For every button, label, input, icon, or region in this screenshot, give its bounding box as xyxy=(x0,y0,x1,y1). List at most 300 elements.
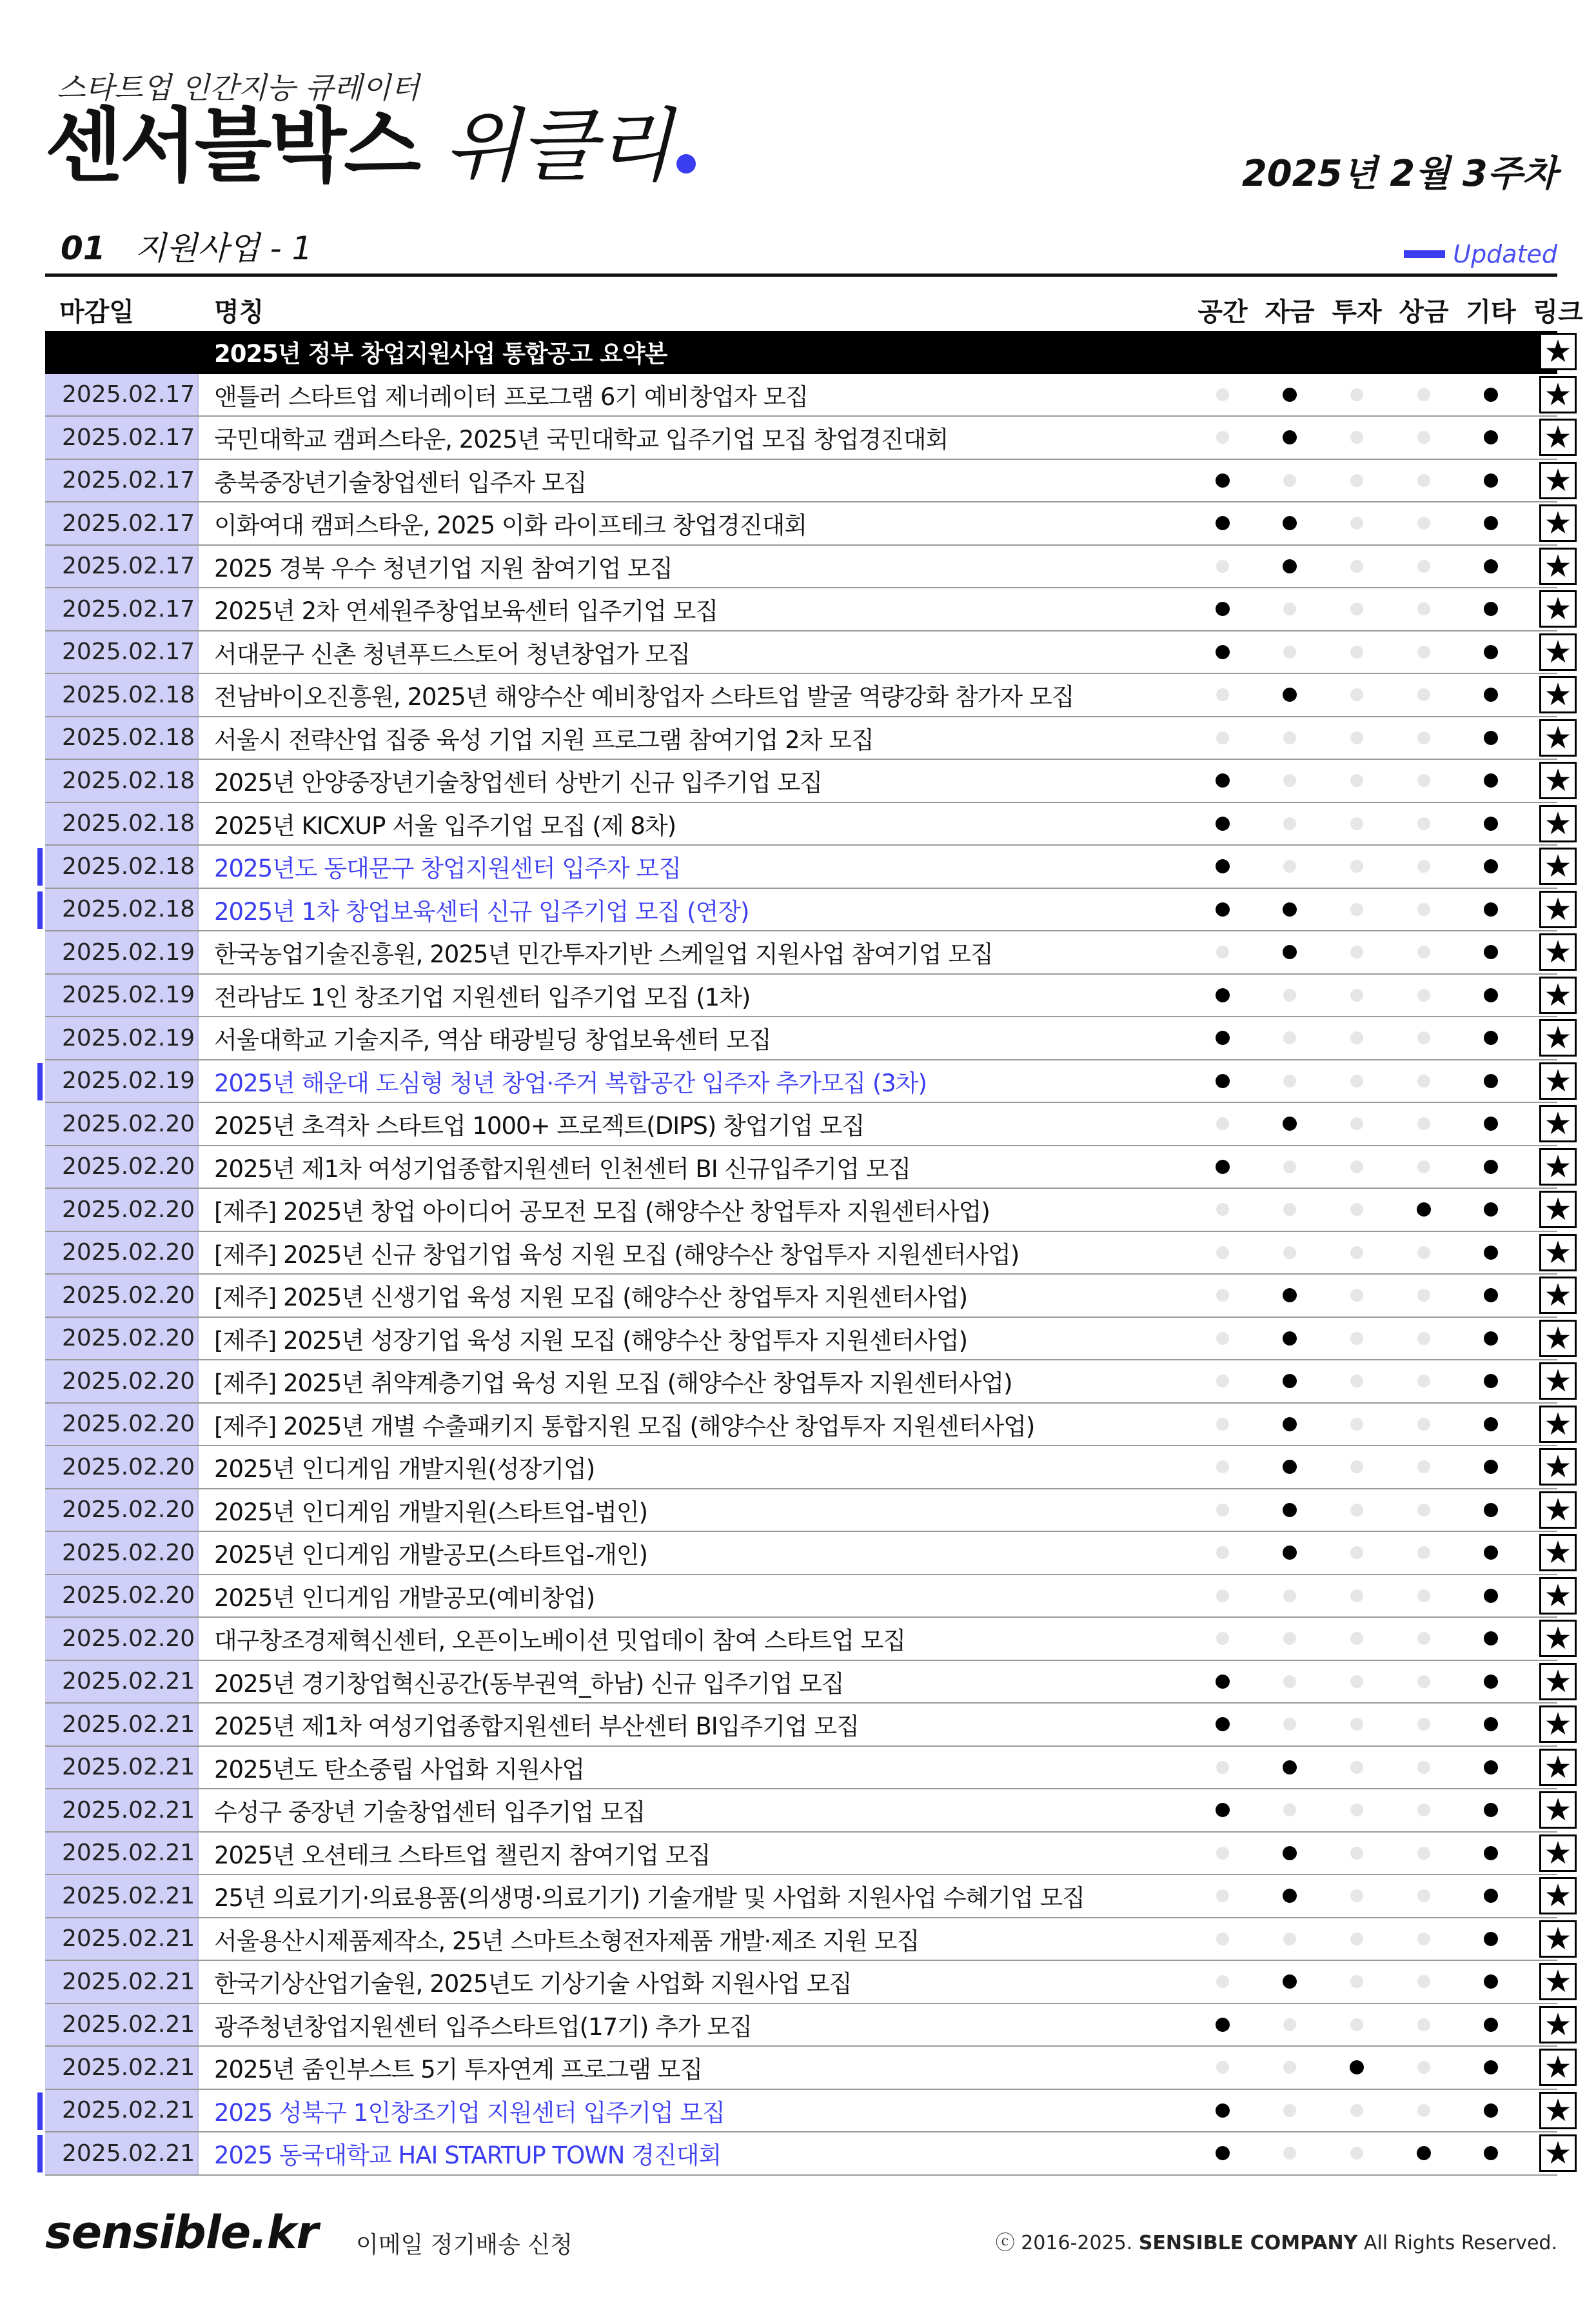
col-link: 링크 xyxy=(1533,297,1583,327)
flag-fund xyxy=(1256,1275,1323,1317)
empty-dot-icon xyxy=(1417,602,1430,615)
flag-award xyxy=(1390,2047,1457,2089)
star-icon[interactable]: ★ xyxy=(1539,891,1577,928)
table-row xyxy=(45,1318,1572,1361)
star-icon[interactable]: ★ xyxy=(1539,977,1577,1014)
star-icon[interactable]: ★ xyxy=(1539,1320,1577,1357)
program-name: [제주] 2025년 신규 창업기업 육성 지원 모집 (해양수산 창업투자 지원센터사업) xyxy=(214,1240,1020,1269)
filled-dot-icon xyxy=(1484,1417,1498,1431)
star-icon[interactable]: ★ xyxy=(1539,1791,1577,1829)
filled-dot-icon xyxy=(1484,1160,1498,1174)
star-icon[interactable]: ★ xyxy=(1539,2049,1577,2086)
table-row xyxy=(45,1532,1572,1575)
star-icon[interactable]: ★ xyxy=(1539,1191,1577,1228)
filled-dot-icon xyxy=(1216,1074,1230,1088)
flag-space xyxy=(1189,588,1256,630)
flag-etc xyxy=(1457,1232,1524,1274)
flag-invest xyxy=(1323,931,1390,973)
empty-dot-icon xyxy=(1350,1632,1363,1645)
col-deadline: 마감일 xyxy=(59,297,134,327)
program-name: [제주] 2025년 창업 아이디어 공모전 모집 (해양수산 창업투자 지원센터사업) xyxy=(214,1198,990,1226)
flag-etc xyxy=(1457,1404,1524,1446)
empty-dot-icon xyxy=(1417,431,1430,444)
filled-dot-icon xyxy=(1484,1631,1498,1645)
star-icon[interactable]: ★ xyxy=(1539,2006,1577,2043)
program-name: 2025 경북 우수 청년기업 지원 참여기업 모집 xyxy=(214,554,673,582)
flag-invest xyxy=(1323,760,1390,802)
flag-space xyxy=(1189,1318,1256,1360)
deadline-cell: 2025.02.18 xyxy=(45,889,199,931)
program-name: 2025년 제1차 여성기업종합지원센터 인천센터 BI 신규입주기업 모집 xyxy=(214,1155,911,1183)
updated-label: Updated xyxy=(1453,240,1557,268)
flag-fund xyxy=(1256,2090,1323,2132)
flag-etc xyxy=(1457,1833,1524,1874)
flag-invest xyxy=(1323,1532,1390,1574)
filled-dot-icon xyxy=(1484,688,1498,702)
deadline-cell: 2025.02.20 xyxy=(45,1103,199,1145)
empty-dot-icon xyxy=(1350,989,1363,1002)
empty-dot-icon xyxy=(1350,1075,1363,1088)
flag-fund xyxy=(1256,1789,1323,1831)
empty-dot-icon xyxy=(1350,1546,1363,1559)
flag-etc xyxy=(1457,889,1524,931)
empty-dot-icon xyxy=(1216,1289,1229,1302)
deadline-cell xyxy=(45,331,199,373)
empty-dot-icon xyxy=(1417,1418,1430,1431)
flag-space xyxy=(1189,1189,1256,1231)
program-name: 서울대학교 기술지주, 역삼 태광빌딩 창업보육센터 모집 xyxy=(214,1026,771,1055)
flag-award xyxy=(1390,889,1457,931)
filled-dot-icon xyxy=(1216,516,1230,530)
table-row xyxy=(45,846,1572,889)
empty-dot-icon xyxy=(1350,1933,1363,1945)
filled-dot-icon xyxy=(1283,1374,1297,1388)
empty-dot-icon xyxy=(1350,388,1363,401)
flag-space xyxy=(1189,760,1256,802)
flag-award xyxy=(1390,588,1457,630)
deadline-cell: 2025.02.20 xyxy=(45,1189,199,1231)
flag-award xyxy=(1390,803,1457,845)
empty-dot-icon xyxy=(1283,602,1296,615)
flag-etc xyxy=(1457,1318,1524,1360)
empty-dot-icon xyxy=(1216,1332,1229,1345)
flag-space xyxy=(1189,1747,1256,1789)
deadline-cell: 2025.02.21 xyxy=(45,1918,199,1960)
star-icon[interactable]: ★ xyxy=(1539,1148,1577,1186)
flag-fund xyxy=(1256,1318,1323,1360)
star-icon[interactable]: ★ xyxy=(1539,1920,1577,1958)
flag-space xyxy=(1189,1360,1256,1402)
table-row xyxy=(45,502,1572,546)
deadline-cell: 2025.02.18 xyxy=(45,846,199,888)
flag-award xyxy=(1390,1575,1457,1617)
filled-dot-icon xyxy=(1484,2146,1498,2160)
star-icon[interactable]: ★ xyxy=(1539,1834,1577,1872)
empty-dot-icon xyxy=(1350,817,1363,830)
table-row xyxy=(45,374,1572,417)
star-icon[interactable]: ★ xyxy=(1539,590,1577,628)
flag-award xyxy=(1390,760,1457,802)
star-icon[interactable]: ★ xyxy=(1539,805,1577,842)
copyright-rights: All Rights Reserved. xyxy=(1363,2232,1557,2254)
filled-dot-icon xyxy=(1283,559,1297,573)
program-name: [제주] 2025년 개별 수출패키지 통합지원 모집 (해양수산 창업투자 지원센터사업) xyxy=(214,1412,1035,1440)
star-icon[interactable]: ★ xyxy=(1539,848,1577,885)
filled-dot-icon xyxy=(1216,817,1230,831)
star-icon[interactable]: ★ xyxy=(1539,1749,1577,1786)
empty-dot-icon xyxy=(1417,1117,1430,1130)
flag-award xyxy=(1390,502,1457,544)
empty-dot-icon xyxy=(1417,1761,1430,1774)
col-etc: 기타 xyxy=(1466,297,1516,327)
table-row xyxy=(45,1017,1572,1060)
empty-dot-icon xyxy=(1216,1847,1229,1860)
flag-invest xyxy=(1323,1833,1390,1874)
program-name: 전남바이오진흥원, 2025년 해양수산 예비창업자 스타트업 발굴 역량강화 참가자 모집 xyxy=(214,683,1074,711)
flag-etc xyxy=(1457,1489,1524,1531)
empty-dot-icon xyxy=(1216,731,1229,744)
empty-dot-icon xyxy=(1216,431,1229,444)
flag-etc xyxy=(1457,803,1524,845)
star-icon[interactable]: ★ xyxy=(1539,504,1577,542)
star-icon[interactable]: ★ xyxy=(1539,1663,1577,1700)
deadline-cell: 2025.02.21 xyxy=(45,2090,199,2132)
filled-dot-icon xyxy=(1283,1974,1297,1989)
updated-bar-icon xyxy=(1404,250,1445,258)
filled-dot-icon xyxy=(1484,1503,1498,1517)
program-name: 2025년 KICXUP 서울 입주기업 모집 (제 8차) xyxy=(214,811,676,840)
deadline-cell: 2025.02.20 xyxy=(45,1532,199,1574)
filled-dot-icon xyxy=(1283,688,1297,702)
star-icon[interactable]: ★ xyxy=(1539,1362,1577,1400)
empty-dot-icon xyxy=(1417,688,1430,701)
star-icon[interactable]: ★ xyxy=(1539,2134,1577,2172)
program-name: 2025 성북구 1인창조기업 지원센터 입주기업 모집 xyxy=(214,2098,725,2127)
empty-dot-icon xyxy=(1350,1289,1363,1302)
flag-fund xyxy=(1256,889,1323,931)
col-award: 상금 xyxy=(1399,297,1449,327)
table-row xyxy=(45,1489,1572,1533)
table-row xyxy=(45,1961,1572,2004)
empty-dot-icon xyxy=(1350,1203,1363,1216)
table-row xyxy=(45,760,1572,803)
star-icon[interactable]: ★ xyxy=(1539,1234,1577,1271)
star-icon[interactable]: ★ xyxy=(1539,633,1577,671)
flag-fund xyxy=(1256,631,1323,673)
star-icon[interactable]: ★ xyxy=(1539,1062,1577,1100)
program-name: 충북중장년기술창업센터 입주자 모집 xyxy=(214,468,587,497)
flag-award xyxy=(1390,1489,1457,1531)
flag-fund xyxy=(1256,1060,1323,1102)
site-link[interactable]: sensible.kr xyxy=(45,2206,318,2259)
flag-award xyxy=(1390,1875,1457,1917)
deadline-cell: 2025.02.21 xyxy=(45,2004,199,2046)
table-row xyxy=(45,1146,1572,1189)
flag-invest xyxy=(1323,975,1390,1017)
filled-dot-icon xyxy=(1283,1417,1297,1431)
empty-dot-icon xyxy=(1216,688,1229,701)
star-icon[interactable]: ★ xyxy=(1539,1963,1577,2000)
flag-award xyxy=(1390,1360,1457,1402)
empty-dot-icon xyxy=(1417,2061,1430,2074)
deadline-cell: 2025.02.19 xyxy=(45,1017,199,1059)
empty-dot-icon xyxy=(1216,388,1229,401)
brand-bold: 센서블박스 xyxy=(45,100,419,193)
flag-etc xyxy=(1457,2047,1524,2089)
flag-etc xyxy=(1457,1060,1524,1102)
flag-space xyxy=(1189,546,1256,588)
program-name: 2025년 인디게임 개발지원(스타트업-법인) xyxy=(214,1498,648,1526)
filled-dot-icon xyxy=(1283,1288,1297,1302)
deadline-cell: 2025.02.17 xyxy=(45,417,199,459)
subscribe-link[interactable]: 이메일 정기배송 신청 xyxy=(356,2232,573,2258)
deadline-cell: 2025.02.19 xyxy=(45,975,199,1017)
deadline-cell: 2025.02.17 xyxy=(45,502,199,544)
star-icon[interactable]: ★ xyxy=(1539,1877,1577,1914)
flag-invest xyxy=(1323,1704,1390,1745)
flag-fund xyxy=(1256,1532,1323,1574)
empty-dot-icon xyxy=(1350,2147,1363,2160)
flag-invest xyxy=(1323,1017,1390,1059)
empty-dot-icon xyxy=(1216,1504,1229,1516)
flag-invest xyxy=(1323,1232,1390,1274)
flag-space xyxy=(1189,846,1256,888)
filled-dot-icon xyxy=(1484,1675,1498,1689)
empty-dot-icon xyxy=(1283,1675,1296,1688)
empty-dot-icon xyxy=(1283,474,1296,487)
program-name: 2025년 안양중장년기술창업센터 상반기 신규 입주기업 모집 xyxy=(214,769,823,797)
brand-light: 위클리 xyxy=(444,100,672,193)
star-icon[interactable]: ★ xyxy=(1539,1448,1577,1486)
empty-dot-icon xyxy=(1417,388,1430,401)
filled-dot-icon xyxy=(1484,1803,1498,1817)
flag-award xyxy=(1390,846,1457,888)
filled-dot-icon xyxy=(1484,1031,1498,1045)
empty-dot-icon xyxy=(1283,989,1296,1002)
empty-dot-icon xyxy=(1417,774,1430,787)
filled-dot-icon xyxy=(1484,1374,1498,1388)
flag-award xyxy=(1390,674,1457,716)
flag-invest xyxy=(1323,1146,1390,1188)
flag-fund xyxy=(1256,502,1323,544)
updated-marker-icon xyxy=(37,2135,43,2172)
star-icon[interactable]: ★ xyxy=(1539,1705,1577,1743)
star-icon[interactable]: ★ xyxy=(1539,719,1577,757)
flag-space xyxy=(1189,631,1256,673)
empty-dot-icon xyxy=(1417,817,1430,830)
table-row xyxy=(45,1404,1572,1447)
flag-fund xyxy=(1256,674,1323,716)
flag-etc xyxy=(1457,1789,1524,1831)
filled-dot-icon xyxy=(1283,516,1297,530)
table-row xyxy=(45,1360,1572,1404)
flag-etc xyxy=(1457,1918,1524,1960)
star-icon[interactable]: ★ xyxy=(1539,1105,1577,1142)
flag-space xyxy=(1189,1961,1256,2003)
flag-award xyxy=(1390,717,1457,759)
flag-space xyxy=(1189,417,1256,459)
empty-dot-icon xyxy=(1350,903,1363,916)
deadline-cell: 2025.02.20 xyxy=(45,1489,199,1531)
empty-dot-icon xyxy=(1216,1246,1229,1259)
empty-dot-icon xyxy=(1350,1889,1363,1902)
updated-marker-icon xyxy=(37,2092,43,2130)
flag-space xyxy=(1189,1446,1256,1488)
program-name: [제주] 2025년 신생기업 육성 지원 모집 (해양수산 창업투자 지원센터사업) xyxy=(214,1284,968,1312)
flag-invest xyxy=(1323,803,1390,845)
flag-invest xyxy=(1323,1961,1390,2003)
flag-space xyxy=(1189,2004,1256,2046)
deadline-cell: 2025.02.17 xyxy=(45,546,199,588)
flag-fund xyxy=(1256,1446,1323,1488)
flag-award xyxy=(1390,1747,1457,1789)
flag-space xyxy=(1189,931,1256,973)
flag-invest xyxy=(1323,2132,1390,2174)
star-icon[interactable]: ★ xyxy=(1539,419,1577,456)
flag-space xyxy=(1189,889,1256,931)
filled-dot-icon xyxy=(1484,388,1498,402)
filled-dot-icon xyxy=(1484,1331,1498,1346)
updated-marker-icon xyxy=(37,891,43,929)
program-name: 2025 동국대학교 HAI STARTUP TOWN 경진대회 xyxy=(214,2142,722,2170)
star-icon[interactable]: ★ xyxy=(1539,333,1577,370)
flag-etc xyxy=(1457,1961,1524,2003)
filled-dot-icon xyxy=(1484,817,1498,831)
empty-dot-icon xyxy=(1283,1075,1296,1088)
filled-dot-icon xyxy=(1484,602,1498,616)
flag-space xyxy=(1189,1404,1256,1446)
star-icon[interactable]: ★ xyxy=(1539,548,1577,585)
flag-award xyxy=(1390,1918,1457,1960)
filled-dot-icon xyxy=(1283,430,1297,444)
flag-fund xyxy=(1256,1618,1323,1660)
star-icon[interactable]: ★ xyxy=(1539,1491,1577,1529)
empty-dot-icon xyxy=(1417,1975,1430,1988)
star-icon[interactable]: ★ xyxy=(1539,762,1577,799)
filled-dot-icon xyxy=(1484,1117,1498,1131)
star-icon[interactable]: ★ xyxy=(1539,1019,1577,1057)
flag-etc xyxy=(1457,1618,1524,1660)
empty-dot-icon xyxy=(1283,1804,1296,1816)
star-icon[interactable]: ★ xyxy=(1539,462,1577,499)
flag-fund xyxy=(1256,417,1323,459)
flag-etc xyxy=(1457,588,1524,630)
deadline-cell: 2025.02.20 xyxy=(45,1275,199,1317)
flag-invest xyxy=(1323,1060,1390,1102)
deadline-cell: 2025.02.21 xyxy=(45,2047,199,2089)
flag-award xyxy=(1390,2090,1457,2132)
empty-dot-icon xyxy=(1350,602,1363,615)
flag-fund xyxy=(1256,588,1323,630)
deadline-cell: 2025.02.20 xyxy=(45,1146,199,1188)
flag-space xyxy=(1189,1489,1256,1531)
flag-etc xyxy=(1457,717,1524,759)
star-icon[interactable]: ★ xyxy=(1539,1277,1577,1314)
flag-award xyxy=(1390,417,1457,459)
program-name: 서울시 전략산업 집중 육성 기업 지원 프로그램 참여기업 2차 모집 xyxy=(214,726,874,754)
deadline-cell: 2025.02.21 xyxy=(45,1704,199,1745)
empty-dot-icon xyxy=(1216,2061,1229,2074)
star-icon[interactable]: ★ xyxy=(1539,1620,1577,1657)
filled-dot-icon xyxy=(1484,645,1498,659)
flag-etc xyxy=(1457,1875,1524,1917)
empty-dot-icon xyxy=(1350,2018,1363,2031)
deadline-cell: 2025.02.21 xyxy=(45,1875,199,1917)
empty-dot-icon xyxy=(1283,817,1296,830)
flag-award xyxy=(1390,631,1457,673)
table-row xyxy=(45,931,1572,975)
program-name: 한국농업기술진흥원, 2025년 민간투자기반 스케일업 지원사업 참여기업 모집 xyxy=(214,940,993,969)
flag-space xyxy=(1189,717,1256,759)
star-icon[interactable]: ★ xyxy=(1539,1577,1577,1615)
filled-dot-icon xyxy=(1484,902,1498,917)
flag-space xyxy=(1189,1833,1256,1874)
empty-dot-icon xyxy=(1283,2018,1296,2031)
empty-dot-icon xyxy=(1417,989,1430,1002)
flag-invest xyxy=(1323,588,1390,630)
flag-invest xyxy=(1323,1404,1390,1446)
empty-dot-icon xyxy=(1417,1460,1430,1473)
table-row xyxy=(45,1747,1572,1790)
filled-dot-icon xyxy=(1283,1460,1297,1474)
filled-dot-icon xyxy=(1283,1331,1297,1346)
brand-dot-icon xyxy=(676,154,696,174)
flag-etc xyxy=(1457,2004,1524,2046)
flag-award xyxy=(1390,1704,1457,1745)
empty-dot-icon xyxy=(1283,774,1296,787)
empty-dot-icon xyxy=(1350,1761,1363,1774)
empty-dot-icon xyxy=(1350,1418,1363,1431)
flag-award xyxy=(1390,460,1457,502)
star-icon[interactable]: ★ xyxy=(1539,1406,1577,1443)
star-icon[interactable]: ★ xyxy=(1539,933,1577,971)
deadline-cell: 2025.02.17 xyxy=(45,631,199,673)
flag-etc xyxy=(1457,1661,1524,1703)
program-name: 서울용산시제품제작소, 25년 스마트소형전자제품 개발·제조 지원 모집 xyxy=(214,1927,920,1955)
deadline-cell: 2025.02.21 xyxy=(45,1789,199,1831)
flag-etc xyxy=(1457,631,1524,673)
flag-award xyxy=(1390,1318,1457,1360)
flag-invest xyxy=(1323,2047,1390,2089)
filled-dot-icon xyxy=(1216,902,1230,917)
deadline-cell: 2025.02.20 xyxy=(45,1404,199,1446)
empty-dot-icon xyxy=(1417,1546,1430,1559)
empty-dot-icon xyxy=(1350,431,1363,444)
program-name: 한국기상산업기술원, 2025년도 기상기술 사업화 지원사업 모집 xyxy=(214,1970,852,1998)
column-header xyxy=(45,279,1583,330)
filled-dot-icon xyxy=(1484,773,1498,788)
empty-dot-icon xyxy=(1216,1418,1229,1431)
star-icon[interactable]: ★ xyxy=(1539,1534,1577,1571)
filled-dot-icon xyxy=(1417,2146,1431,2160)
footer xyxy=(45,2206,1557,2271)
star-icon[interactable]: ★ xyxy=(1539,676,1577,713)
flag-award xyxy=(1390,1661,1457,1703)
empty-dot-icon xyxy=(1350,517,1363,530)
flag-award xyxy=(1390,1618,1457,1660)
empty-dot-icon xyxy=(1283,1589,1296,1602)
star-icon[interactable]: ★ xyxy=(1539,376,1577,413)
program-name: 2025년 해운대 도심형 청년 창업·주거 복합공간 입주자 추가모집 (3차) xyxy=(214,1069,927,1097)
table-row xyxy=(45,1060,1572,1104)
star-icon[interactable]: ★ xyxy=(1539,2092,1577,2129)
filled-dot-icon xyxy=(1484,945,1498,959)
flag-award xyxy=(1390,1446,1457,1488)
issue-label: 2025년 2월 3주차 xyxy=(1241,153,1557,195)
filled-dot-icon xyxy=(1484,430,1498,444)
flag-etc xyxy=(1457,1360,1524,1402)
table-row xyxy=(45,1661,1572,1704)
